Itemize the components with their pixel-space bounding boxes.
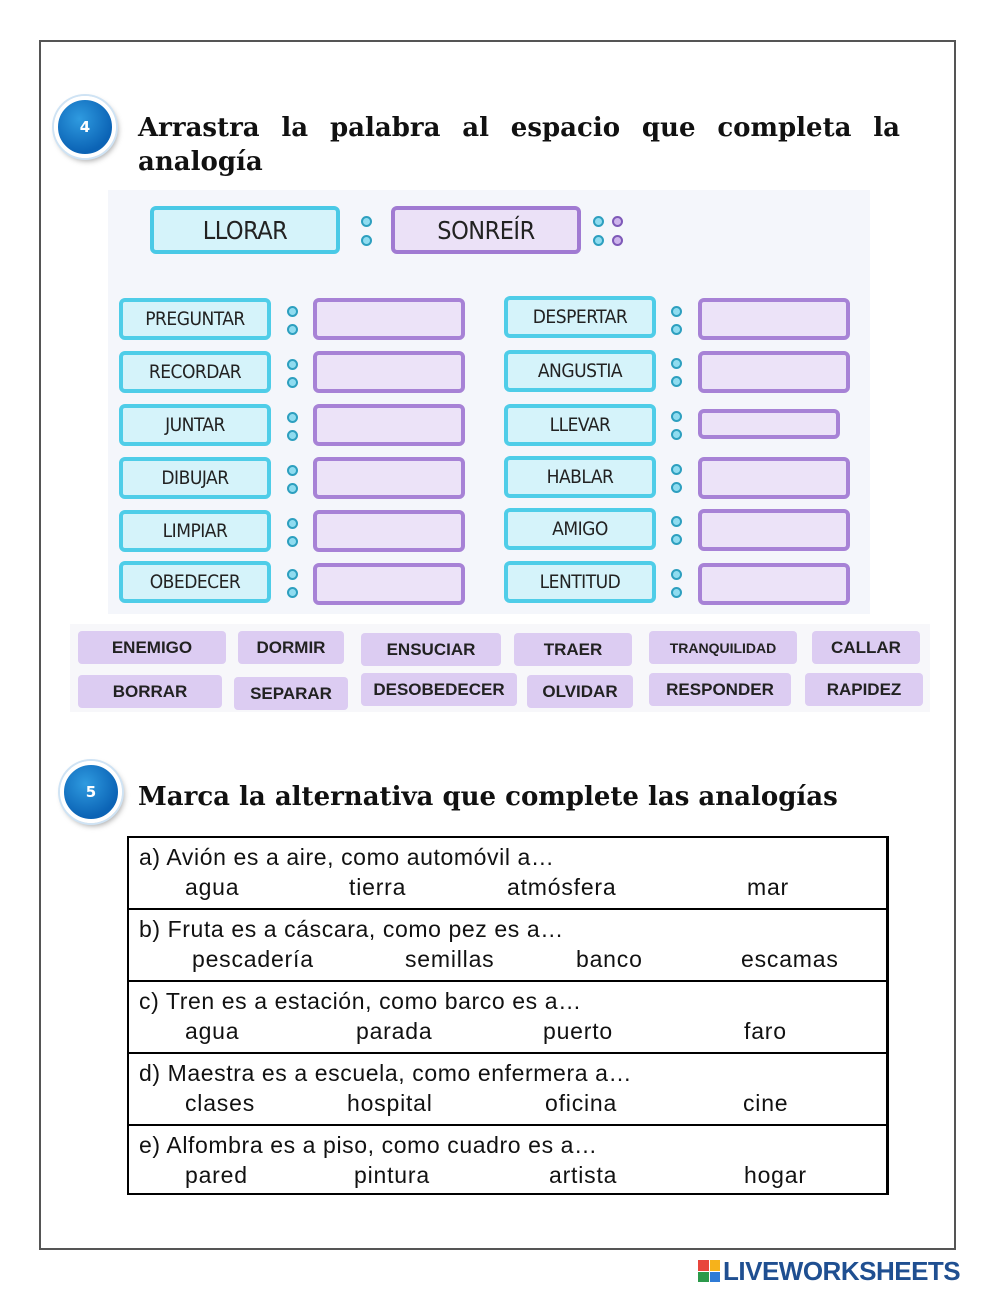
word-chip[interactable]: DORMIR xyxy=(238,631,344,664)
analogy-word: JUNTAR xyxy=(119,404,271,446)
example-separator-dot xyxy=(361,235,372,246)
analogy-separator-dot xyxy=(287,536,298,547)
liveworksheets-icon xyxy=(698,1260,720,1282)
answer-option[interactable]: clases xyxy=(185,1090,255,1116)
answer-option[interactable]: parada xyxy=(356,1018,433,1044)
example-word-left: LLORAR xyxy=(150,206,340,254)
analogy-separator-dot xyxy=(671,587,682,598)
answer-drop-zone[interactable] xyxy=(313,351,465,393)
word-chip[interactable]: DESOBEDECER xyxy=(361,673,517,706)
question-text: c) Tren es a estación, como barco es a… xyxy=(139,988,582,1014)
section-5-instruction: Marca la alternativa que complete las analogías xyxy=(138,782,838,812)
analogy-separator-dot xyxy=(287,569,298,580)
answer-drop-zone[interactable] xyxy=(698,563,850,605)
word-chip[interactable]: BORRAR xyxy=(78,675,222,708)
answer-option[interactable]: agua xyxy=(185,1018,240,1044)
analogy-separator-dot xyxy=(287,518,298,529)
answer-option[interactable]: puerto xyxy=(543,1018,614,1044)
answer-drop-zone[interactable] xyxy=(313,298,465,340)
analogy-word: LENTITUD xyxy=(504,561,656,603)
answer-drop-zone[interactable] xyxy=(698,457,850,499)
answer-option[interactable]: artista xyxy=(549,1162,618,1188)
analogy-word: OBEDECER xyxy=(119,561,271,603)
analogy-separator-dot xyxy=(671,324,682,335)
answer-option[interactable]: escamas xyxy=(741,946,839,972)
analogy-separator-dot xyxy=(671,411,682,422)
analogy-separator-dot xyxy=(671,376,682,387)
word-chip[interactable]: TRAER xyxy=(514,633,632,666)
question-row xyxy=(129,982,886,1054)
answer-option[interactable]: mar xyxy=(747,874,790,900)
answer-option[interactable]: hogar xyxy=(744,1162,807,1188)
question-row xyxy=(129,1126,886,1198)
analogy-separator-dot xyxy=(671,482,682,493)
answer-option[interactable]: tierra xyxy=(349,874,407,900)
analogy-separator-dot xyxy=(671,429,682,440)
answer-option[interactable]: hospital xyxy=(347,1090,433,1116)
analogy-word: DIBUJAR xyxy=(119,457,271,499)
section-4-badge: 4 xyxy=(54,96,116,158)
analogy-word: PREGUNTAR xyxy=(119,298,271,340)
analogy-word: DESPERTAR xyxy=(504,296,656,338)
answer-option[interactable]: pintura xyxy=(354,1162,430,1188)
word-chip[interactable]: TRANQUILIDAD xyxy=(649,631,797,664)
analogy-separator-dot xyxy=(287,412,298,423)
analogy-word: AMIGO xyxy=(504,508,656,550)
answer-drop-zone[interactable] xyxy=(313,404,465,446)
analogy-separator-dot xyxy=(287,359,298,370)
example-separator-dot xyxy=(593,235,604,246)
analogy-separator-dot xyxy=(671,516,682,527)
answer-drop-zone[interactable] xyxy=(698,298,850,340)
answer-option[interactable]: banco xyxy=(576,946,643,972)
word-chip[interactable]: ENSUCIAR xyxy=(361,633,501,666)
word-chip[interactable]: ENEMIGO xyxy=(78,631,226,664)
analogy-separator-dot xyxy=(671,569,682,580)
liveworksheets-logo xyxy=(698,1256,960,1286)
question-text: a) Avión es a aire, como automóvil a… xyxy=(139,844,555,870)
analogy-separator-dot xyxy=(287,483,298,494)
question-row xyxy=(129,1054,886,1126)
answer-drop-zone[interactable] xyxy=(698,351,850,393)
analogy-word: LIMPIAR xyxy=(119,510,271,552)
word-chip[interactable]: SEPARAR xyxy=(234,677,348,710)
example-separator-dot xyxy=(593,216,604,227)
analogy-word: ANGUSTIA xyxy=(504,350,656,392)
answer-option[interactable]: atmósfera xyxy=(507,874,617,900)
word-chip[interactable]: OLVIDAR xyxy=(527,675,633,708)
answer-option[interactable]: cine xyxy=(743,1090,789,1116)
analogy-separator-dot xyxy=(671,306,682,317)
answer-option[interactable]: semillas xyxy=(405,946,495,972)
section-5-badge: 5 xyxy=(60,761,122,823)
example-separator-dot xyxy=(612,235,623,246)
analogy-separator-dot xyxy=(287,377,298,388)
question-text: b) Fruta es a cáscara, como pez es a… xyxy=(139,916,564,942)
analogy-separator-dot xyxy=(671,534,682,545)
analogy-word: LLEVAR xyxy=(504,404,656,446)
question-text: d) Maestra es a escuela, como enfermera a… xyxy=(139,1060,633,1086)
answer-option[interactable]: agua xyxy=(185,874,240,900)
answer-drop-zone[interactable] xyxy=(313,457,465,499)
brand-name: LIVEWORKSHEETS xyxy=(723,1255,961,1286)
example-word-right: SONREÍR xyxy=(391,206,581,254)
analogy-separator-dot xyxy=(287,430,298,441)
question-text: e) Alfombra es a piso, como cuadro es a… xyxy=(139,1132,598,1158)
answer-drop-zone[interactable] xyxy=(698,409,840,439)
analogy-options-table xyxy=(127,836,889,1195)
analogy-separator-dot xyxy=(287,306,298,317)
answer-option[interactable]: oficina xyxy=(545,1090,618,1116)
question-row xyxy=(129,910,886,982)
word-chip[interactable]: RAPIDEZ xyxy=(805,673,923,706)
answer-option[interactable]: faro xyxy=(744,1018,787,1044)
analogy-separator-dot xyxy=(287,465,298,476)
word-chip[interactable]: CALLAR xyxy=(812,631,920,664)
example-separator-dot xyxy=(361,216,372,227)
answer-drop-zone[interactable] xyxy=(698,509,850,551)
analogy-separator-dot xyxy=(671,464,682,475)
analogy-activity-panel xyxy=(108,190,870,614)
analogy-separator-dot xyxy=(671,358,682,369)
analogy-word: HABLAR xyxy=(504,456,656,498)
word-chip[interactable]: RESPONDER xyxy=(649,673,791,706)
analogy-separator-dot xyxy=(287,324,298,335)
answer-drop-zone[interactable] xyxy=(313,563,465,605)
answer-drop-zone[interactable] xyxy=(313,510,465,552)
word-bank xyxy=(70,624,930,712)
answer-option[interactable]: pared xyxy=(185,1162,248,1188)
section-4-instruction: Arrastra la palabra al espacio que completa la analogía xyxy=(138,113,900,177)
question-row xyxy=(129,838,886,910)
analogy-word: RECORDAR xyxy=(119,351,271,393)
analogy-separator-dot xyxy=(287,587,298,598)
answer-option[interactable]: pescadería xyxy=(192,946,314,972)
example-separator-dot xyxy=(612,216,623,227)
